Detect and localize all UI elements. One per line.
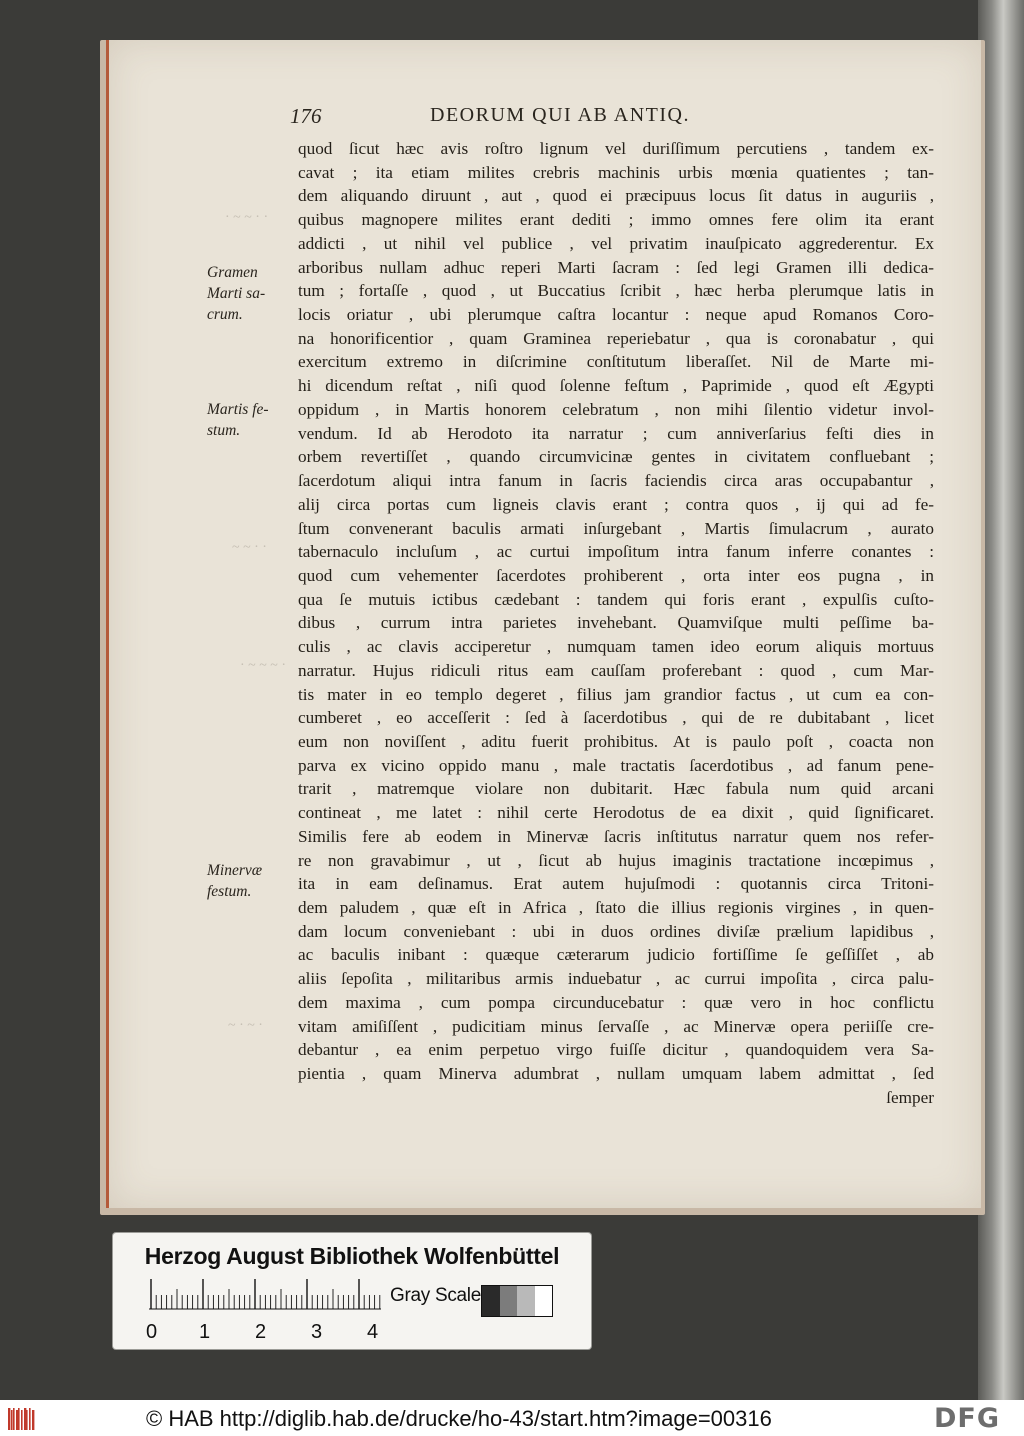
text-line: narratur. Hujus ridiculi ritus eam cauſſam proferebant : quod , cum Mar- <box>298 660 934 680</box>
text-line: hi dicendum reſtat , niſi quod ſolenne feſtum , Paprimide , quod eſt Ægypti <box>298 376 934 396</box>
text-line: locis oriatur , ubi plerumque caſtra locantur : neque apud Romanos Coro- <box>298 305 934 325</box>
gray-swatch <box>482 1286 500 1316</box>
text-line: addicti , ut nihil vel publice , vel privatim inauſpicato aggrederentur. Ex <box>298 233 934 253</box>
text-line: quod cum vehementer ſacerdotes prohiberent , orta inter eos pugna , in <box>298 565 934 585</box>
text-line: ſtum convenerant baculis armati inſurgebant , Martis ſimulacrum , aurato <box>298 518 934 538</box>
ruler-number: 1 <box>199 1321 211 1343</box>
ruler-numbers <box>141 1321 401 1347</box>
text-line: Similis fere ab eodem in Minervæ ſacris inſtitutus narratur quem nos refer- <box>298 826 934 846</box>
text-line: cumberet , eo acceſſerit : ſed à ſacerdotibus , qui de re dubitabant , licet <box>298 708 934 728</box>
text-line: parva ex vicino oppido manu , male tractatis ſacerdotibus , ad fanum pene- <box>298 755 934 775</box>
text-line: tabernaculo incluſum , ac curtui impoſitum intra fanum inferre conantes : <box>298 542 934 562</box>
text-line: tum ; fortaſſe , quod , ut Buccatius ſcribit , hæc herba plerumque latis in <box>298 281 934 301</box>
text-line: culis , ac clavis acciperetur , numquam tamen ideo eorum aliquis mortuus <box>298 637 934 657</box>
logo-bar <box>21 1410 23 1430</box>
text-line: contineat , me latet : nihil certe Herodotus de ea dixit , quid ſignificaret. <box>298 803 934 823</box>
margin-note-line: stum. <box>207 422 241 439</box>
text-line: ſacerdotum aliqui intra fanum in ſacris faciendis circa aras occupabantur , <box>298 471 934 491</box>
text-line: quod ſicut hæc avis roſtro lignum vel duriſſimum percutiens , tandem ex- <box>298 139 934 158</box>
body-text <box>298 137 934 1109</box>
logo-bar <box>32 1410 34 1430</box>
logo-bar <box>29 1408 31 1430</box>
copyright-url: © HAB http://diglib.hab.de/drucke/ho-43/start.htm?image=00316 <box>146 1406 772 1431</box>
text-line: eum non noviſſent , aditu fuerit prohibitus. At is paulo poſt , coacta non <box>298 731 934 751</box>
text-line: exercitum extremo in diſcrimine conſtitutum liberaſſet. Nil de Marte mi- <box>298 352 934 372</box>
margin-note-line: crum. <box>207 306 243 323</box>
margin-note-line: festum. <box>207 883 252 900</box>
running-head-title: DEORUM QUI AB ANTIQ. <box>430 104 690 126</box>
bleed-through-mark: · ~ ~ ~ · <box>240 658 287 673</box>
margin-note-line: Martis fe- <box>207 401 269 418</box>
page-number: 176 <box>290 104 322 128</box>
text-line: dibus , currum intra parietes invehebant. Quamviſque multi peſſime ba- <box>298 613 934 633</box>
gray-swatch <box>517 1286 535 1316</box>
dfg-logo: DFG <box>934 1403 1001 1434</box>
text-line: aliis ſepoſita , militaribus armis induebatur , ac currui impoſita , circa palu- <box>298 969 934 989</box>
text-line: trarit , matremque violare non dubitarit. Hæc fabula num quid arcani <box>298 779 934 799</box>
bleed-through-mark: ~ ~ · · <box>232 540 267 555</box>
text-line: cavat ; ita etiam milites crebris machinis urbis mœnia quatientes ; tan- <box>298 162 934 182</box>
margin-note-gramen <box>207 262 277 325</box>
color-calibration-card <box>113 1233 591 1349</box>
library-title: Herzog August Bibliothek Wolfenbüttel <box>144 1243 560 1269</box>
hab-barcode-logo-icon <box>6 1406 36 1432</box>
ruler-number: 2 <box>255 1321 267 1343</box>
text-line: dem paludem , quæ eſt in Africa , ſtato die illius regionis virgines , in quen- <box>298 898 934 917</box>
text-line: oppidum , in Martis honorem celebratum , non mihi ſilentio videtur invol- <box>298 399 934 419</box>
footer-bar <box>0 1400 1024 1436</box>
ruler-scale <box>149 1279 381 1323</box>
gray-swatch <box>500 1286 518 1316</box>
text-line: arboribus nullam adhuc reperi Marti ſacram : ſed legi Gramen illi dedica- <box>298 257 934 277</box>
text-line: alij circa portas cum ligneis clavis erant ; contra quos , ij qui ad fe- <box>298 494 934 514</box>
ruler-number: 0 <box>146 1321 158 1343</box>
bleed-through-mark: · ~ ~ · · <box>225 210 269 225</box>
logo-bar <box>13 1408 15 1430</box>
margin-note-line: Gramen <box>207 264 258 281</box>
margin-note-line: Minervæ <box>207 862 263 879</box>
margin-note-martis <box>207 399 277 441</box>
bleed-through-mark: ~ · ~ · <box>228 1018 263 1033</box>
ruler-number: 4 <box>367 1321 379 1343</box>
text-line: debantur , ea enim perpetuo virgo fuiſſe dicitur , quandoquidem vera Sa- <box>298 1040 934 1060</box>
ruler-number: 3 <box>311 1321 323 1343</box>
margin-note-minervae <box>207 860 277 902</box>
text-line: qua ſe mutuis ictibus cædebant : tandem qui foris erant , expulſis cuſto- <box>298 589 934 609</box>
text-line: ſemper <box>886 1087 934 1107</box>
text-line: quibus magnopere milites erant dediti ; immo omnes fere olim ita erant <box>298 210 934 230</box>
gray-scale-label: Gray Scale <box>390 1285 481 1306</box>
text-line: orbem revertiſſet , quando circumvicinæ gentes in civitatem confluebant ; <box>298 447 934 467</box>
text-line: tis mater in eo templo degeret , filius jam grandior factus , ut cum ea con- <box>298 684 934 704</box>
margin-note-line: Marti sa- <box>207 285 266 302</box>
text-line: dam locum conveniebant : ubi in duos ordines diviſæ prælium lapidibus , <box>298 921 934 941</box>
text-line: vendum. Id ab Herodoto ita narratur ; cum anniverſarius feſti dies in <box>298 423 934 443</box>
text-line: re non gravabimur , ut , ſicut ab hujus imaginis tractatione incœpimus , <box>298 850 934 870</box>
logo-bar <box>11 1410 13 1430</box>
gray-swatch <box>535 1286 553 1316</box>
text-line: ac baculis inibant : quæque cæterarum judicio fortiſſime ſe geſſiſſet , ab <box>298 945 934 965</box>
gray-scale-swatches <box>481 1285 553 1317</box>
text-line: pientia , quam Minerva adumbrat , nullam umquam labem admittat , ſed <box>298 1064 934 1084</box>
logo-bar <box>26 1410 28 1430</box>
text-line: na honorificentior , quam Graminea reperiebatur , qua is coronabatur , qui <box>298 328 934 348</box>
running-head <box>290 104 850 130</box>
text-line: dem aliquando diruunt , aut , quod ei præcipuus locus ſit datus in auguriis , <box>298 186 934 206</box>
logo-bar <box>18 1408 20 1430</box>
text-line: ita in eam deſinamus. Erat autem hujuſmodi : quotannis circa Tritoni- <box>298 874 934 894</box>
text-line: vitam amiſiſſent , pudicitiam minus ſervaſſe , ac Minervæ opera periiſſe cre- <box>298 1016 934 1036</box>
logo-bar <box>8 1408 10 1430</box>
text-line: dem maxima , cum pompa circunducebatur : quæ vero in hoc conflictu <box>298 992 934 1012</box>
